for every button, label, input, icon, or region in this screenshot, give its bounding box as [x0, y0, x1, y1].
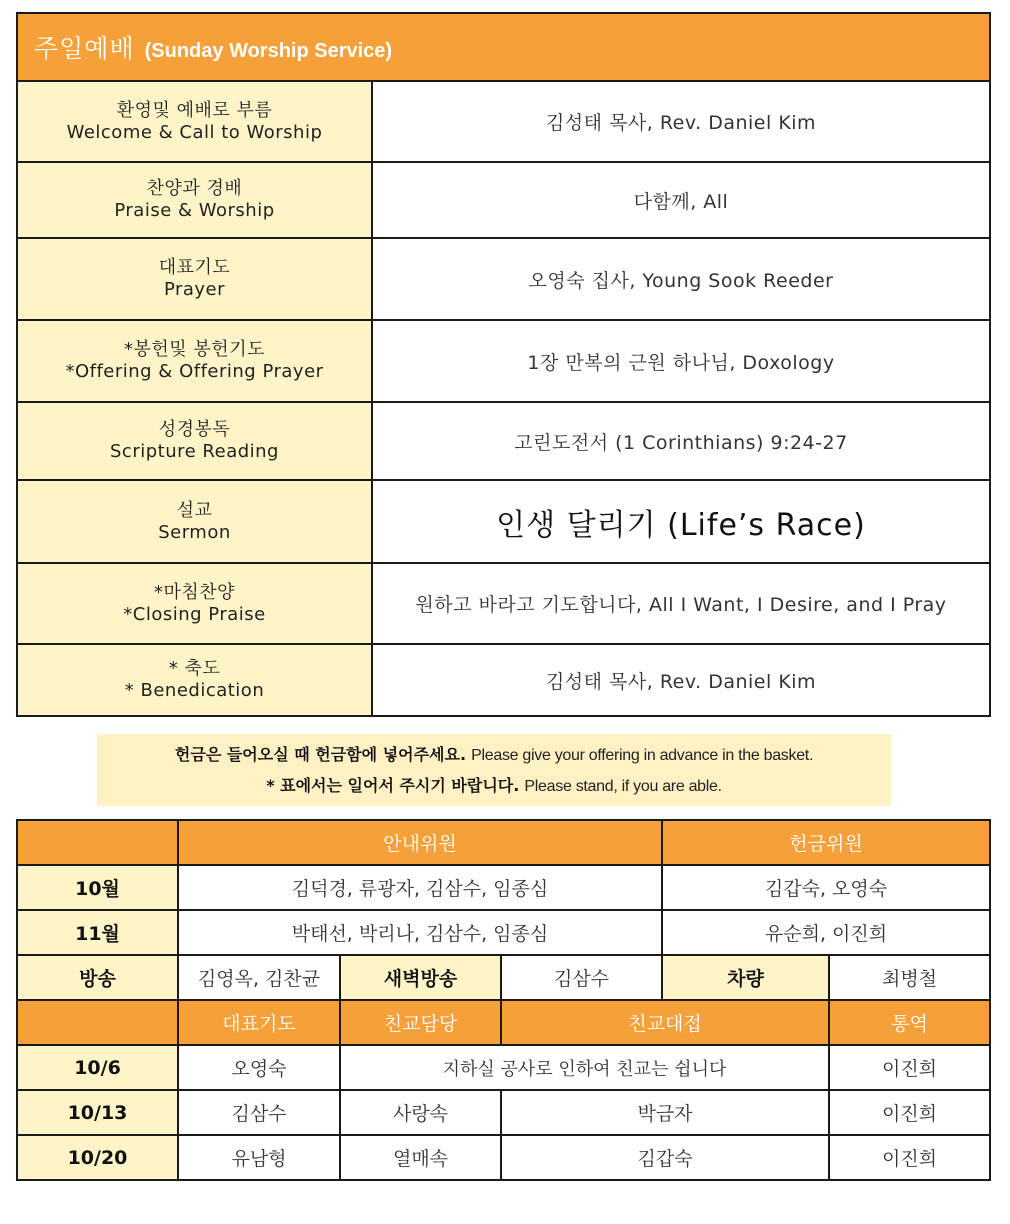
service-item	[17, 644, 372, 716]
notice-line2-en: Please stand, if you are able.	[524, 778, 722, 795]
offering-header: 헌금위원	[662, 820, 990, 865]
service-value: 원하고 바라고 기도합니다, All I Want, I Desire, and I Pray	[372, 563, 990, 644]
duty-interpret: 이진희	[829, 1045, 990, 1090]
ushers-names: 박태선, 박리나, 김삼수, 임종심	[178, 910, 662, 955]
volunteer-roster-table	[16, 819, 991, 1181]
month-row	[17, 910, 990, 955]
item-ko: 대표기도	[158, 257, 231, 278]
notice-line-2	[97, 771, 891, 802]
duty-corner	[17, 1000, 178, 1045]
item-ko: * 축도	[168, 658, 221, 679]
service-value: 다함께, All	[372, 162, 990, 238]
service-row	[17, 402, 990, 480]
notice-line2-ko: * 표에서는 일어서 주시기 바랍니다.	[266, 776, 520, 795]
duty-fellowship-host: 박금자	[501, 1090, 829, 1135]
service-value: 1장 만복의 근원 하나님, Doxology	[372, 320, 990, 402]
item-ko: 설교	[176, 499, 213, 521]
service-row	[17, 81, 990, 162]
service-item	[17, 402, 372, 480]
service-title	[17, 13, 990, 81]
duty-fellowship-host: 김갑숙	[501, 1135, 829, 1180]
interpret-header: 통역	[829, 1000, 990, 1045]
service-row	[17, 320, 990, 402]
duty-interpret: 이진희	[829, 1135, 990, 1180]
service-value: 김성태 목사, Rev. Daniel Kim	[372, 644, 990, 716]
duty-interpret: 이진희	[829, 1090, 990, 1135]
service-row	[17, 563, 990, 644]
sermon-title: 인생 달리기 (Life’s Race)	[372, 480, 990, 563]
notice-line1-ko: 헌금은 들어오실 때 헌금함에 넣어주세요.	[174, 745, 467, 764]
dawn-broadcast-label: 새벽방송	[340, 955, 501, 1000]
item-en: * Benedication	[124, 680, 265, 701]
notice-line1-en: Please give your offering in advance in the basket.	[471, 747, 814, 764]
worship-order-table	[16, 12, 991, 717]
duty-row	[17, 1090, 990, 1135]
item-en: Scripture Reading	[110, 441, 279, 462]
roster-corner	[17, 820, 178, 865]
service-row	[17, 238, 990, 320]
service-title-en: (Sunday Worship Service)	[144, 40, 393, 62]
duty-date: 10/6	[17, 1045, 178, 1090]
item-ko: 찬양과 경배	[146, 178, 243, 199]
ushers-header: 안내위원	[178, 820, 662, 865]
service-item	[17, 320, 372, 402]
offering-notice	[97, 734, 891, 806]
fellowship-host-header: 친교대접	[501, 1000, 829, 1045]
duty-fellowship-lead: 사랑속	[340, 1090, 501, 1135]
item-en: *Closing Praise	[123, 603, 266, 625]
duty-row	[17, 1045, 990, 1090]
item-ko: 성경봉독	[158, 419, 231, 440]
duty-header-row	[17, 1000, 990, 1045]
broadcast-names: 김영옥, 김찬균	[178, 955, 340, 1000]
service-item	[17, 563, 372, 644]
service-item	[17, 81, 372, 162]
offering-names: 김갑숙, 오영숙	[662, 865, 990, 910]
service-item	[17, 238, 372, 320]
duty-date: 10/13	[17, 1090, 178, 1135]
month-label: 11월	[17, 910, 178, 955]
prayer-header: 대표기도	[178, 1000, 340, 1045]
month-row	[17, 865, 990, 910]
vehicle-name: 최병철	[829, 955, 990, 1000]
fellowship-note: 지하실 공사로 인하여 친교는 쉽니다	[340, 1045, 829, 1090]
ushers-names: 김덕경, 류광자, 김삼수, 임종심	[178, 865, 662, 910]
service-value: 오영숙 집사, Young Sook Reeder	[372, 238, 990, 320]
duty-prayer: 오영숙	[178, 1045, 340, 1090]
notice-line-1	[97, 740, 891, 771]
service-value: 김성태 목사, Rev. Daniel Kim	[372, 81, 990, 162]
duty-prayer: 유남형	[178, 1135, 340, 1180]
broadcast-label: 방송	[17, 955, 178, 1000]
fellowship-lead-header: 친교담당	[340, 1000, 501, 1045]
service-row	[17, 644, 990, 716]
service-value: 고린도전서 (1 Corinthians) 9:24-27	[372, 402, 990, 480]
item-en: Sermon	[158, 521, 231, 543]
duty-row	[17, 1135, 990, 1180]
duty-prayer: 김삼수	[178, 1090, 340, 1135]
item-ko: *봉헌및 봉헌기도	[124, 339, 265, 360]
service-item	[17, 480, 372, 563]
service-row	[17, 162, 990, 238]
item-en: Prayer	[163, 279, 226, 300]
vehicle-label: 차량	[662, 955, 829, 1000]
service-item	[17, 162, 372, 238]
service-title-ko: 주일예배	[34, 34, 135, 63]
duty-date: 10/20	[17, 1135, 178, 1180]
item-ko: 환영및 예배로 부름	[116, 99, 273, 121]
roster-header-row	[17, 820, 990, 865]
duty-fellowship-lead: 열매속	[340, 1135, 501, 1180]
item-ko: *마침찬양	[153, 581, 236, 603]
item-en: Welcome & Call to Worship	[66, 121, 323, 143]
dawn-broadcast-name: 김삼수	[501, 955, 662, 1000]
broadcast-row	[17, 955, 990, 1000]
service-row	[17, 480, 990, 563]
service-header-row	[17, 13, 990, 81]
month-label: 10월	[17, 865, 178, 910]
offering-names: 유순희, 이진희	[662, 910, 990, 955]
item-en: *Offering & Offering Prayer	[65, 361, 324, 382]
item-en: Praise & Worship	[114, 200, 275, 221]
